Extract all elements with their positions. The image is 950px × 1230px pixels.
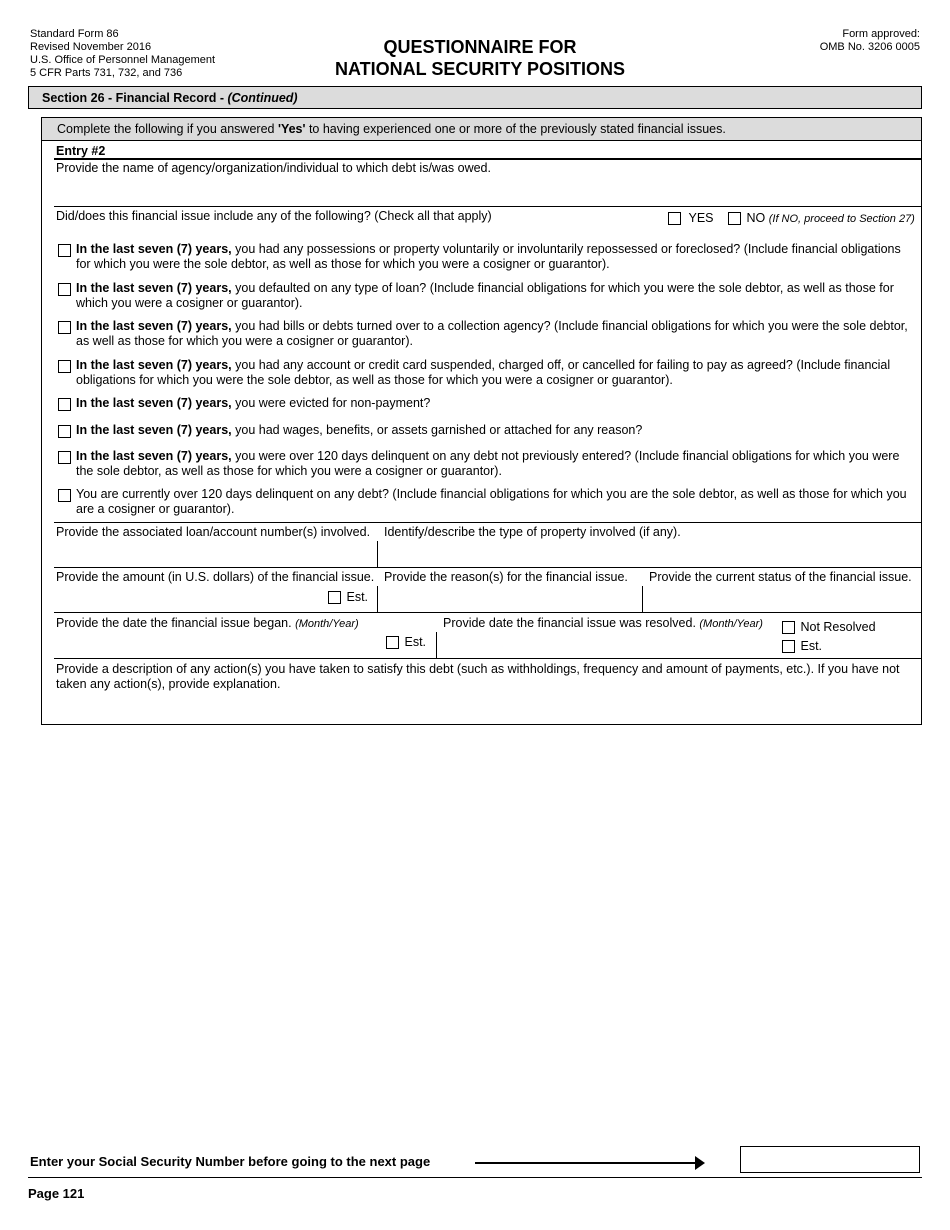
divider [54, 206, 921, 207]
page-title [280, 36, 680, 80]
arrow-line [475, 1162, 697, 1164]
question-checkbox[interactable] [58, 360, 71, 373]
reason-input[interactable] [379, 586, 640, 611]
approval-line-1: Form approved: [842, 28, 920, 40]
status-prompt: Provide the current status of the financial issue. [649, 570, 912, 584]
date-began-input[interactable] [54, 632, 384, 654]
divider [54, 567, 921, 568]
instruction-banner: Complete the following if you answered 'Yes' to having experienced one or more of the previously stated financial issues. [42, 118, 921, 141]
action-prompt: Provide a description of any action(s) you have taken to satisfy this debt (such as withholdings, frequency and amount of payments, etc.). If you have not taken any action(s), provide explanation. [56, 662, 900, 691]
divider [54, 522, 921, 523]
est-label: Est. [404, 635, 427, 649]
question-checkbox[interactable] [58, 425, 71, 438]
divider [377, 586, 378, 612]
approval-line-2: OMB No. 3206 0005 [819, 41, 920, 53]
loan-account-input[interactable] [54, 541, 376, 566]
form-number: Standard Form 86 [30, 28, 119, 40]
section-header [28, 86, 922, 109]
no-checkbox[interactable] [728, 212, 741, 225]
arrow-right-icon [695, 1156, 705, 1170]
yes-option[interactable] [668, 211, 714, 226]
form-agency: U.S. Office of Personnel Management [30, 54, 216, 66]
no-note: (If NO, proceed to Section 27) [768, 213, 915, 225]
amount-estimated-option[interactable] [328, 590, 368, 605]
yes-checkbox[interactable] [668, 212, 681, 225]
page-number: Page 121 [28, 1186, 85, 1201]
status-input[interactable] [644, 586, 919, 611]
question-checkbox[interactable] [58, 283, 71, 296]
est-label: Est. [346, 590, 369, 604]
question-checkbox[interactable] [58, 451, 71, 464]
not-resolved-option[interactable] [782, 620, 876, 635]
form-approval [820, 28, 920, 54]
footer-divider [28, 1177, 922, 1178]
reason-prompt: Provide the reason(s) for the financial issue. [384, 570, 628, 584]
date-resolved-estimated-option[interactable] [782, 639, 822, 654]
title-line-1: QUESTIONNAIRE FOR [383, 37, 577, 57]
amount-prompt: Provide the amount (in U.S. dollars) of the financial issue. [56, 570, 375, 584]
property-prompt: Identify/describe the type of property involved (if any). [384, 525, 681, 539]
agency-prompt: Provide the name of agency/organization/individual to which debt is/was owed. [56, 161, 491, 175]
date-resolved-estimated-checkbox[interactable] [782, 640, 795, 653]
include-prompt: Did/does this financial issue include any of the following? (Check all that apply) [56, 209, 492, 223]
question-checkbox[interactable] [58, 321, 71, 334]
divider [54, 658, 921, 659]
title-line-2: NATIONAL SECURITY POSITIONS [334, 59, 626, 79]
entry-divider [54, 158, 921, 160]
form-revision: Revised November 2016 [30, 41, 152, 53]
form-identification [30, 28, 215, 80]
not-resolved-checkbox[interactable] [782, 621, 795, 634]
agency-input[interactable] [54, 178, 920, 205]
yes-label: YES [688, 211, 714, 225]
date-began-estimated-option[interactable] [386, 635, 426, 650]
date-resolved-input[interactable] [438, 632, 776, 657]
divider [642, 586, 643, 612]
no-label: NO [746, 211, 766, 225]
property-input[interactable] [379, 541, 919, 566]
question-checkbox[interactable] [58, 398, 71, 411]
ssn-prompt: Enter your Social Security Number before going to the next page [30, 1154, 431, 1169]
date-began-estimated-checkbox[interactable] [386, 636, 399, 649]
divider [436, 632, 437, 658]
section-title: Section 26 - Financial Record - [42, 91, 228, 105]
action-input[interactable] [54, 694, 920, 722]
form-cfr: 5 CFR Parts 731, 732, and 736 [30, 67, 183, 79]
date-began-prompt: Provide the date the financial issue began. (Month/Year) [56, 616, 359, 630]
not-resolved-label: Not Resolved [800, 620, 876, 634]
divider [377, 541, 378, 567]
section-continued: (Continued) [227, 91, 298, 105]
date-resolved-prompt: Provide date the financial issue was resolved. (Month/Year) [443, 616, 763, 630]
ssn-input[interactable] [740, 1146, 920, 1173]
no-option[interactable] [728, 211, 915, 227]
est-label: Est. [800, 639, 823, 653]
amount-estimated-checkbox[interactable] [328, 591, 341, 604]
question-checkbox[interactable] [58, 489, 71, 502]
question-checkbox[interactable] [58, 244, 71, 257]
loan-account-prompt: Provide the associated loan/account number(s) involved. [56, 525, 371, 539]
divider [54, 612, 921, 613]
entry-label: Entry #2 [56, 144, 106, 158]
